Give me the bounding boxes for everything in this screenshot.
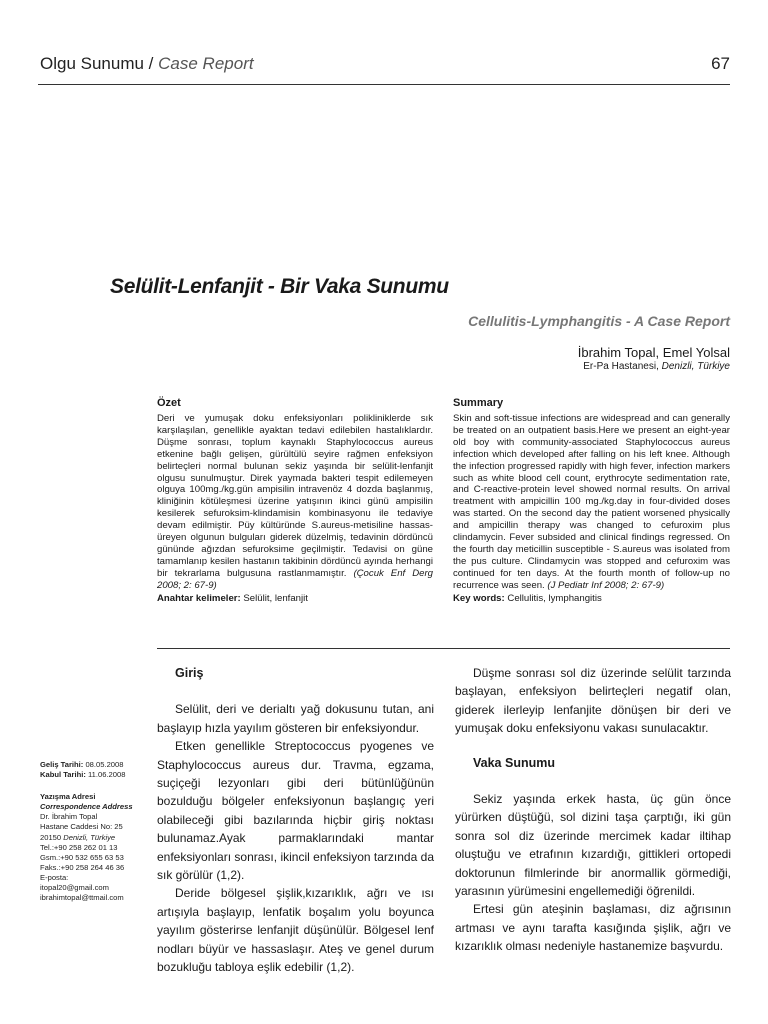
journal-section-tr: Olgu Sunumu / bbox=[40, 54, 154, 73]
corr-name: Dr. İbrahim Topal bbox=[40, 812, 98, 822]
corr-email-label: E-posta: bbox=[40, 872, 69, 882]
giris-paragraph-3: Deride bölgesel şişlik,kızarıklık, ağrı ve ısı artışıyla başlayıp, lenfatik boşalım yolu boyunca yayılım gösterirse lenfanjit düşünülür. Bölgesel lenf nodları büyür ve hassaslaşır. Ateş ve genel durum bozukluğu tabloya eşlik edebilir (1,2). bbox=[157, 886, 434, 975]
page-number: 67 bbox=[711, 54, 730, 73]
abstract-tr bbox=[157, 397, 433, 604]
abstract-en-citation: (J Pediatr Inf 2008; 2: 67-9) bbox=[547, 579, 665, 591]
keywords-en-label: Key words: bbox=[453, 592, 505, 604]
affiliation bbox=[583, 361, 730, 372]
giris-paragraph-1: Selülit, deri ve derialtı yağ dokusunu tutan, ani başlayıp hızla yayılım gösteren bir enfeksiyondur. bbox=[157, 702, 434, 735]
vaka-paragraph-1: Sekiz yaşında erkek hasta, üç gün önce yürürken düştüğü, sol dizini taşa çarptığı, iki gün sonra sol diz üzerinde mercimek kadar iltihap oluştuğu ve etrafının kızardığı, gittikleri ortopedi doktorunun filmlerinde bir anormallik görmediği, yarasının yürümesini engellemediği öğrenildi. bbox=[455, 792, 731, 899]
abstract-rule bbox=[157, 648, 730, 649]
authors: İbrahim Topal, Emel Yolsal bbox=[577, 345, 730, 360]
keywords-tr bbox=[157, 593, 433, 604]
body-right-column bbox=[455, 664, 731, 956]
keywords-tr-value: Selülit, lenfanjit bbox=[243, 592, 308, 604]
abstract-en-heading: Summary bbox=[453, 397, 504, 409]
article-title: Selülit-Lenfanjit - Bir Vaka Sunumu bbox=[110, 275, 449, 298]
corr-email-2[interactable]: ibrahimtopal@ttmail.com bbox=[40, 893, 124, 903]
vaka-paragraph-2: Ertesi gün ateşinin başlaması, diz ağrısının artması ve aynı tarafta kasığında şişlik, ağrı ve kızarıklık olması nedeniyle hastanemize başvurdu. bbox=[455, 902, 731, 954]
corr-fax: Faks.:+90 258 264 46 36 bbox=[40, 862, 125, 872]
corr-gsm: Gsm.:+90 532 655 63 53 bbox=[40, 852, 124, 862]
keywords-en-value: Cellulitis, lymphangitis bbox=[507, 592, 602, 604]
section-heading-vaka: Vaka Sunumu bbox=[473, 755, 555, 770]
article-subtitle: Cellulitis-Lymphangitis - A Case Report bbox=[468, 313, 730, 329]
corr-street: Hastane Caddesi No: 25 bbox=[40, 822, 123, 832]
abstract-tr-heading: Özet bbox=[157, 397, 181, 409]
correspondence-en: Correspondence Address bbox=[40, 802, 133, 812]
journal-section-en: Case Report bbox=[158, 54, 254, 73]
abstract-en-text: Skin and soft-tissue infections are widespread and can generally be treated on an outpatient basis.Here we present an eight-year old boy with community-associated Staphylococcus aureus infection which developed after falling on his left knee. Although the infection progressed rapidly with high fever, infection markers such as white blood cell count, erythrocyte sedimentation rate, and C-reactive-protein level showed normal results. On arrival treatment with ampicillin 100 mg./kg.day in four-divided doses was started. On the second day the patient worsened physically and ampicillin therapy was changed to cefuroxim plus clindamycin. Fever subsided and clinical findings regressed. On the fourth day meticillin susceptible - S.aureus was isolated from the pus culture. Clindamycin was stopped and cefuroxim was continued for ten days. At the fourth month of follow-up no recurrence was seen. bbox=[453, 413, 730, 591]
correspondence-tr: Yazışma Adresi bbox=[40, 792, 96, 802]
body-left-column bbox=[157, 664, 434, 977]
intro-paragraph: Düşme sonrası sol diz üzerinde selülit tarzında başlayan, enfeksiyon belirteçleri negatif olan, giderek ilerleyip lenfanjite dönüşen bir deri ve yumuşak doku enfeksiyonu vakası sunulacaktır. bbox=[455, 666, 731, 736]
abstract-tr-body bbox=[157, 413, 433, 592]
giris-paragraph-2: Etken genellikle Streptococcus pyogenes ve Staphylococcus aureus dur. Travma, egzama, suçiçeği lezyonları gibi deri bütünlüğünün bozulduğu bölgeler enfeksiyonun başlangıç yeri olabileceği gibi bazılarında hiçbir giriş noktası bulunamaz.Ayak parmaklarındaki mantar enfeksiyonları sonrası, ikincil enfeksiyon tarzında da sık görülür (1,2). bbox=[157, 739, 434, 883]
accepted-date: Kabul Tarihi: 11.06.2008 bbox=[40, 770, 126, 780]
abstract-tr-text: Deri ve yumuşak doku enfeksiyonları polikliniklerde sık karşılaşılan, genellikle ayaktan tedavi edilebilen hastalıklardır. Düşme sonrası, toplum kaynaklı Staphylococcus aureus etkenine bağlı gelişen, gürültülü seyire rağmen enfeksiyon belirteçleri normal bulunan sekiz yaşında bir selülit-lenfanjit olgusu sunulmuştur. Direk yaymada bakteri tespit edilemeyen olguya 100mg./kg.gün ampisilin intravenöz 4 dozda başlanmış, kliniğinin kötüleşmesi üzerine yatışının ikinci günü ampisilin kesilerek sefuroksim-klindamisin kombinasyonu ile tedaviye devam edilmiştir. Püy kültüründe S.aureus-metisiline hassas- üreyen olgunun bulguları giderek düzelmiş, tedavinin dördüncü gününde ağızdan sefuroksime geçilmiştir. Tedavisi on güne tamamlanıp kesilen hastanın takibinin dördüncü ayında herhangi bir tekrarlama bulgusuna rastlanmamıştır. bbox=[157, 413, 433, 579]
corr-city: 20150 Denizli, Türkiye bbox=[40, 832, 116, 842]
section-heading-giris: Giriş bbox=[175, 666, 204, 680]
running-header bbox=[40, 54, 254, 74]
abstract-en-body bbox=[453, 413, 730, 592]
corr-email-1[interactable]: itopal20@gmail.com bbox=[40, 883, 109, 893]
received-date: Geliş Tarihi: 08.05.2008 bbox=[40, 760, 124, 769]
keywords-en bbox=[453, 593, 730, 604]
header-rule bbox=[38, 84, 730, 85]
affiliation-hospital: Er-Pa Hastanesi, bbox=[583, 361, 659, 372]
affiliation-city: Denizli, Türkiye bbox=[661, 361, 730, 372]
keywords-tr-label: Anahtar kelimeler: bbox=[157, 592, 241, 604]
article-info-sidebar bbox=[40, 760, 150, 903]
abstract-en bbox=[453, 397, 730, 604]
abstract-tr-citation: (Çocuk Enf Derg 2008; 2: 67-9) bbox=[157, 567, 433, 591]
corr-tel: Tel.:+90 258 262 01 13 bbox=[40, 842, 118, 852]
